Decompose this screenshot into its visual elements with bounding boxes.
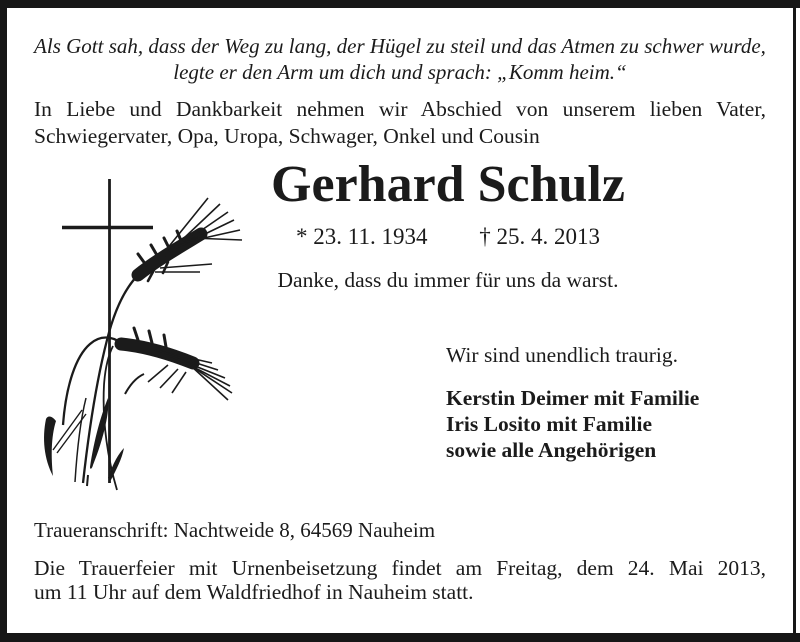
- introduction-paragraph: [34, 96, 766, 150]
- introduction-line-2: Schwiegervater, Opa, Uropa, Schwager, Onkel und Cousin: [34, 124, 540, 148]
- cross-wheat-svg: [20, 160, 260, 500]
- family-name-2: Iris Losito mit Familie: [446, 412, 653, 436]
- cross-wheat-illustration: [20, 160, 260, 500]
- family-name-3: sowie alle Angehörigen: [446, 438, 657, 462]
- condolence-block: [446, 342, 699, 463]
- family-name-1: Kerstin Deimer mit Familie: [446, 386, 700, 410]
- frame-top-border: [0, 0, 800, 8]
- birth-date: * 23. 11. 1934: [296, 224, 428, 249]
- death-date: † 25. 4. 2013: [479, 224, 600, 249]
- funeral-info-line-1: Die Trauerfeier mit Urnenbeisetzung findet am Freitag, dem 24. Mai 2013,: [34, 556, 766, 580]
- epigraph-line-2: legte er den Arm um dich und sprach: „Komm heim.“: [173, 60, 627, 84]
- mourning-line: Wir sind unendlich traurig.: [446, 343, 678, 367]
- funeral-info-line-2: um 11 Uhr auf dem Waldfriedhof in Nauheim statt.: [34, 580, 474, 604]
- deceased-name: Gerhard Schulz: [271, 156, 625, 213]
- wheat-icon: [44, 198, 242, 490]
- thanks-line: Danke, dass du immer für uns da warst.: [277, 268, 619, 292]
- life-dates: [230, 224, 666, 250]
- mourning-address: Traueranschrift: Nachtweide 8, 64569 Nauheim: [34, 518, 436, 542]
- epigraph-line-1: Als Gott sah, dass der Weg zu lang, der Hügel zu steil und das Atmen zu schwer wurde,: [34, 34, 766, 58]
- introduction-line-1: In Liebe und Dankbarkeit nehmen wir Abschied von unserem lieben Vater,: [34, 97, 766, 121]
- frame-right-border: [793, 0, 796, 642]
- frame-bottom-border: [0, 633, 800, 642]
- cross-icon: [62, 179, 153, 483]
- funeral-info-paragraph: [34, 556, 766, 604]
- frame-left-border: [0, 0, 7, 642]
- family-names: [446, 385, 699, 463]
